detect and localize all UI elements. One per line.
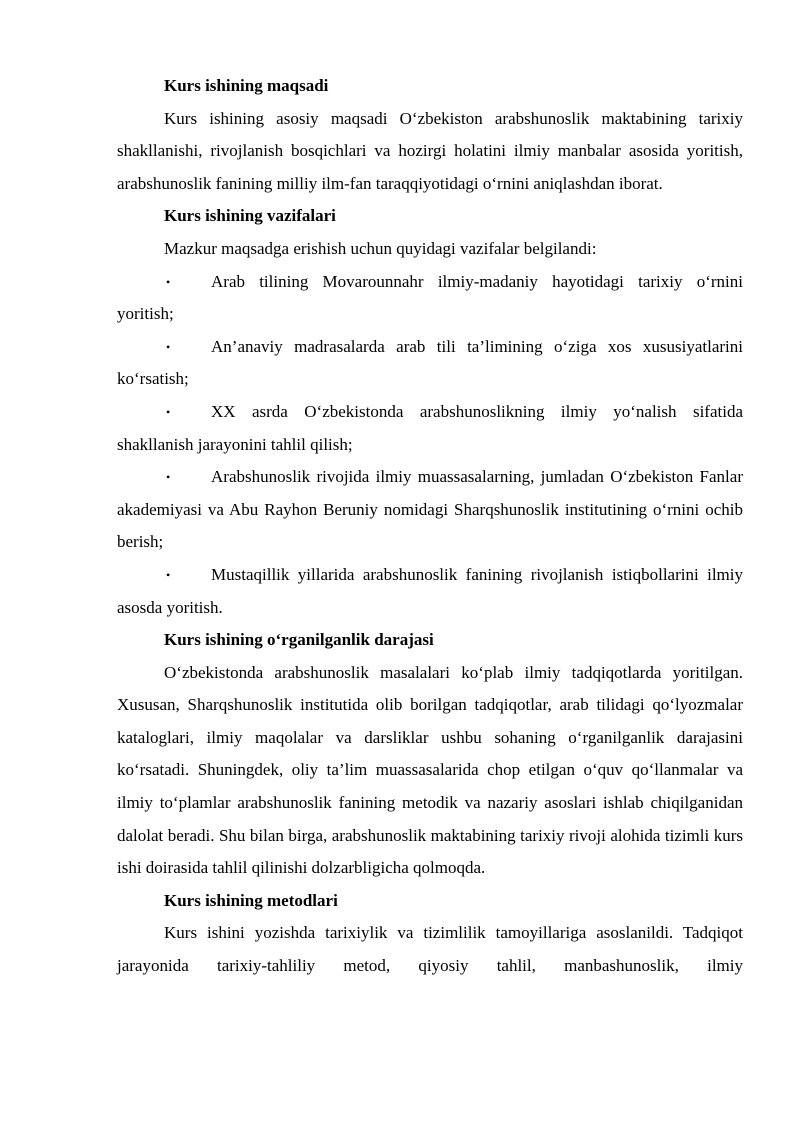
task-item-text: Arabshunoslik rivojida ilmiy muassasalarning, jumladan O‘zbekiston Fanlar akademiyasi va Abu Rayhon Beruniy nomidagi Sharqshunoslik institutining o‘rnini ochib berish; <box>117 467 743 552</box>
bullet-icon: • <box>166 274 171 289</box>
bullet-icon: • <box>166 404 171 419</box>
task-list-item <box>117 559 743 624</box>
methods-paragraph: Kurs ishini yozishda tarixiylik va tizimlilik tamoyillariga asoslanildi. Tadqiqot jarayonida tarixiy-tahliliy metod, qiyosiy tahlil, manbashunoslik, ilmiy <box>117 923 743 976</box>
section-heading-methods: Kurs ishining metodlari <box>164 890 338 910</box>
task-item-text: XX asrda O‘zbekistonda arabshunoslikning ilmiy yo‘nalish sifatida shakllanish jarayonini tahlil qilish; <box>117 401 743 454</box>
task-item-text: Arab tilining Movarounnahr ilmiy-madaniy hayotidagi tarixiy o‘rnini yoritish; <box>117 271 743 324</box>
task-item-text: Mustaqillik yillarida arabshunoslik fanining rivojlanish istiqbollarini ilmiy asosda yoritish. <box>117 564 743 617</box>
section-heading-tasks: Kurs ishining vazifalari <box>164 206 336 226</box>
task-list-item <box>117 331 743 396</box>
section-heading-study-level: Kurs ishining o‘rganilganlik darajasi <box>164 630 434 650</box>
goal-paragraph: Kurs ishining asosiy maqsadi O‘zbekiston arabshunoslik maktabining tarixiy shakllanishi, rivojlanish bosqichlari va hozirgi holatini ilmiy manbalar asosida yoritish, arabshunoslik fanining milliy ilm-fan taraqqiyotidagi o‘rnini aniqlashdan iborat. <box>117 108 743 193</box>
tasks-intro-paragraph: Mazkur maqsadga erishish uchun quyidagi vazifalar belgilandi: <box>164 238 597 258</box>
bullet-icon: • <box>166 470 171 485</box>
task-list-item <box>117 461 743 559</box>
task-list-item <box>117 396 743 461</box>
document-body <box>117 70 743 983</box>
task-item-text: An’anaviy madrasalarda arab tili ta’limining o‘ziga xos xususiyatlarini ko‘rsatish; <box>117 336 743 389</box>
section-heading-goal: Kurs ishining maqsadi <box>164 76 329 95</box>
task-list-item <box>117 266 743 331</box>
bullet-icon: • <box>166 567 171 582</box>
study-level-paragraph: O‘zbekistonda arabshunoslik masalalari ko‘plab ilmiy tadqiqotlarda yoritilgan. Xususan, Sharqshunoslik institutida olib borilgan tadqiqotlar, arab tilidagi qo‘lyozmalar kataloglari, ilmiy maqolalar va darsliklar ushbu sohaning o‘rganilganlik darajasini ko‘rsatadi. Shuningdek, oliy ta’lim muassasalarida chop etilgan o‘quv qo‘llanmalar va ilmiy to‘plamlar arabshunoslik fanining metodik va nazariy asoslari ishlab chiqilganidan dalolat beradi. Shu bilan birga, arabshunoslik maktabining tarixiy rivoji alohida tizimli kurs ishi doirasida tahlil qilinishi dolzarbligicha qolmoqda. <box>117 662 743 878</box>
bullet-icon: • <box>166 339 171 354</box>
